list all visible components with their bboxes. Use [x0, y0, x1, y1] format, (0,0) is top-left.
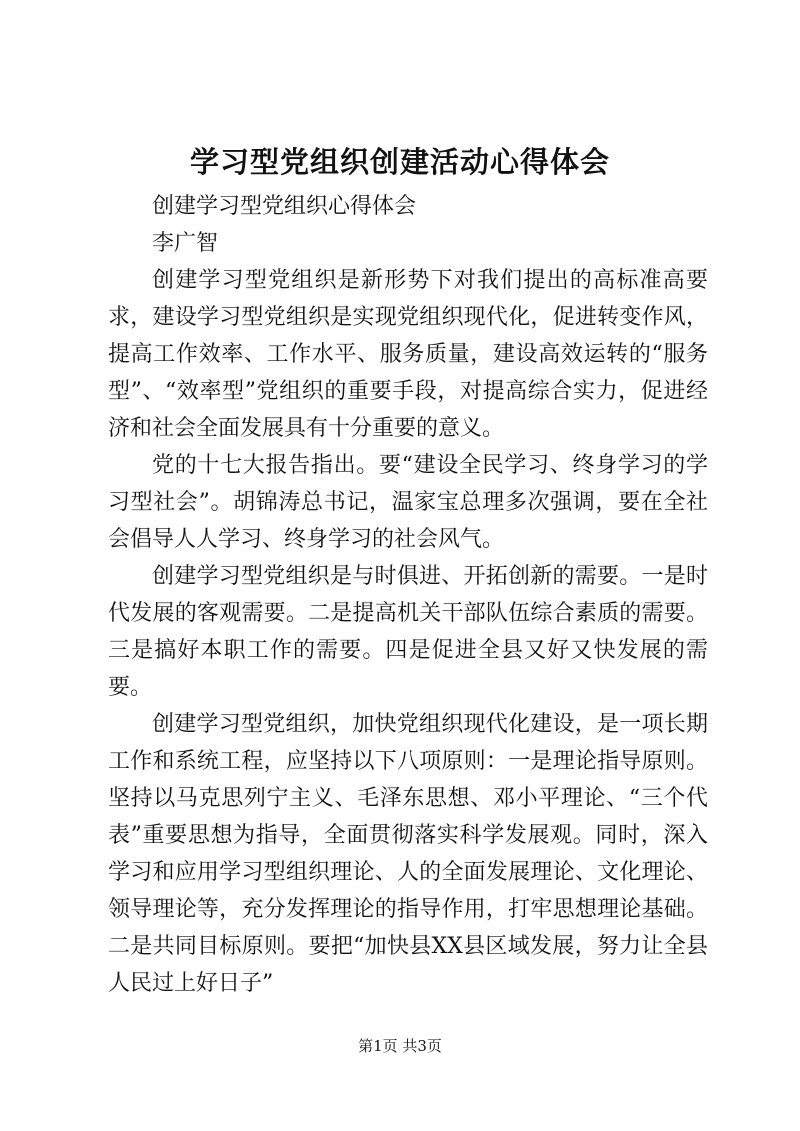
- paragraph-1: 创建学习型党组织是新形势下对我们提出的高标准高要求，建设学习型党组织是实现党组织现代化，促进转变作风，提高工作效率、工作水平、服务质量，建设高效运转的“服务型”、“效率型”党组织的重要手段，对提高综合实力，促进经济和社会全面发展具有十分重要的意义。: [108, 268, 708, 441]
- paragraph-2: 党的十七大报告指出。要“建设全民学习、终身学习的学习型社会”。胡锦涛总书记，温家宝总理多次强调，要在全社会倡导人人学习、终身学习的社会风气。: [108, 453, 708, 552]
- document-subtitle: 创建学习型党组织心得体会: [152, 194, 417, 219]
- paragraph-3: 创建学习型党组织是与时俱进、开拓创新的需要。一是时代发展的客观需要。二是提高机关干部队伍综合素质的需要。三是搞好本职工作的需要。四是促进全县又好又快发展的需要。: [108, 564, 708, 700]
- document-author: 李广智: [152, 231, 219, 256]
- document-body: [108, 188, 708, 1002]
- paragraph-4: 创建学习型党组织，加快党组织现代化建设，是一项长期工作和系统工程，应坚持以下八项原则：一是理论指导原则。坚持以马克思列宁主义、毛泽东思想、邓小平理论、“三个代表”重要思想为指导，全面贯彻落实科学发展观。同时，深入学习和应用学习型组织理论、人的全面发展理论、文化理论、领导理论等，充分发挥理论的指导作用，打牢思想理论基础。二是共同目标原则。要把“加快县XX县区域发展，努力让全县人民过上好日子”: [108, 712, 708, 996]
- document-title: 学习型党组织创建活动心得体会: [189, 145, 610, 179]
- page-footer: 第1页 共3页: [358, 1037, 442, 1055]
